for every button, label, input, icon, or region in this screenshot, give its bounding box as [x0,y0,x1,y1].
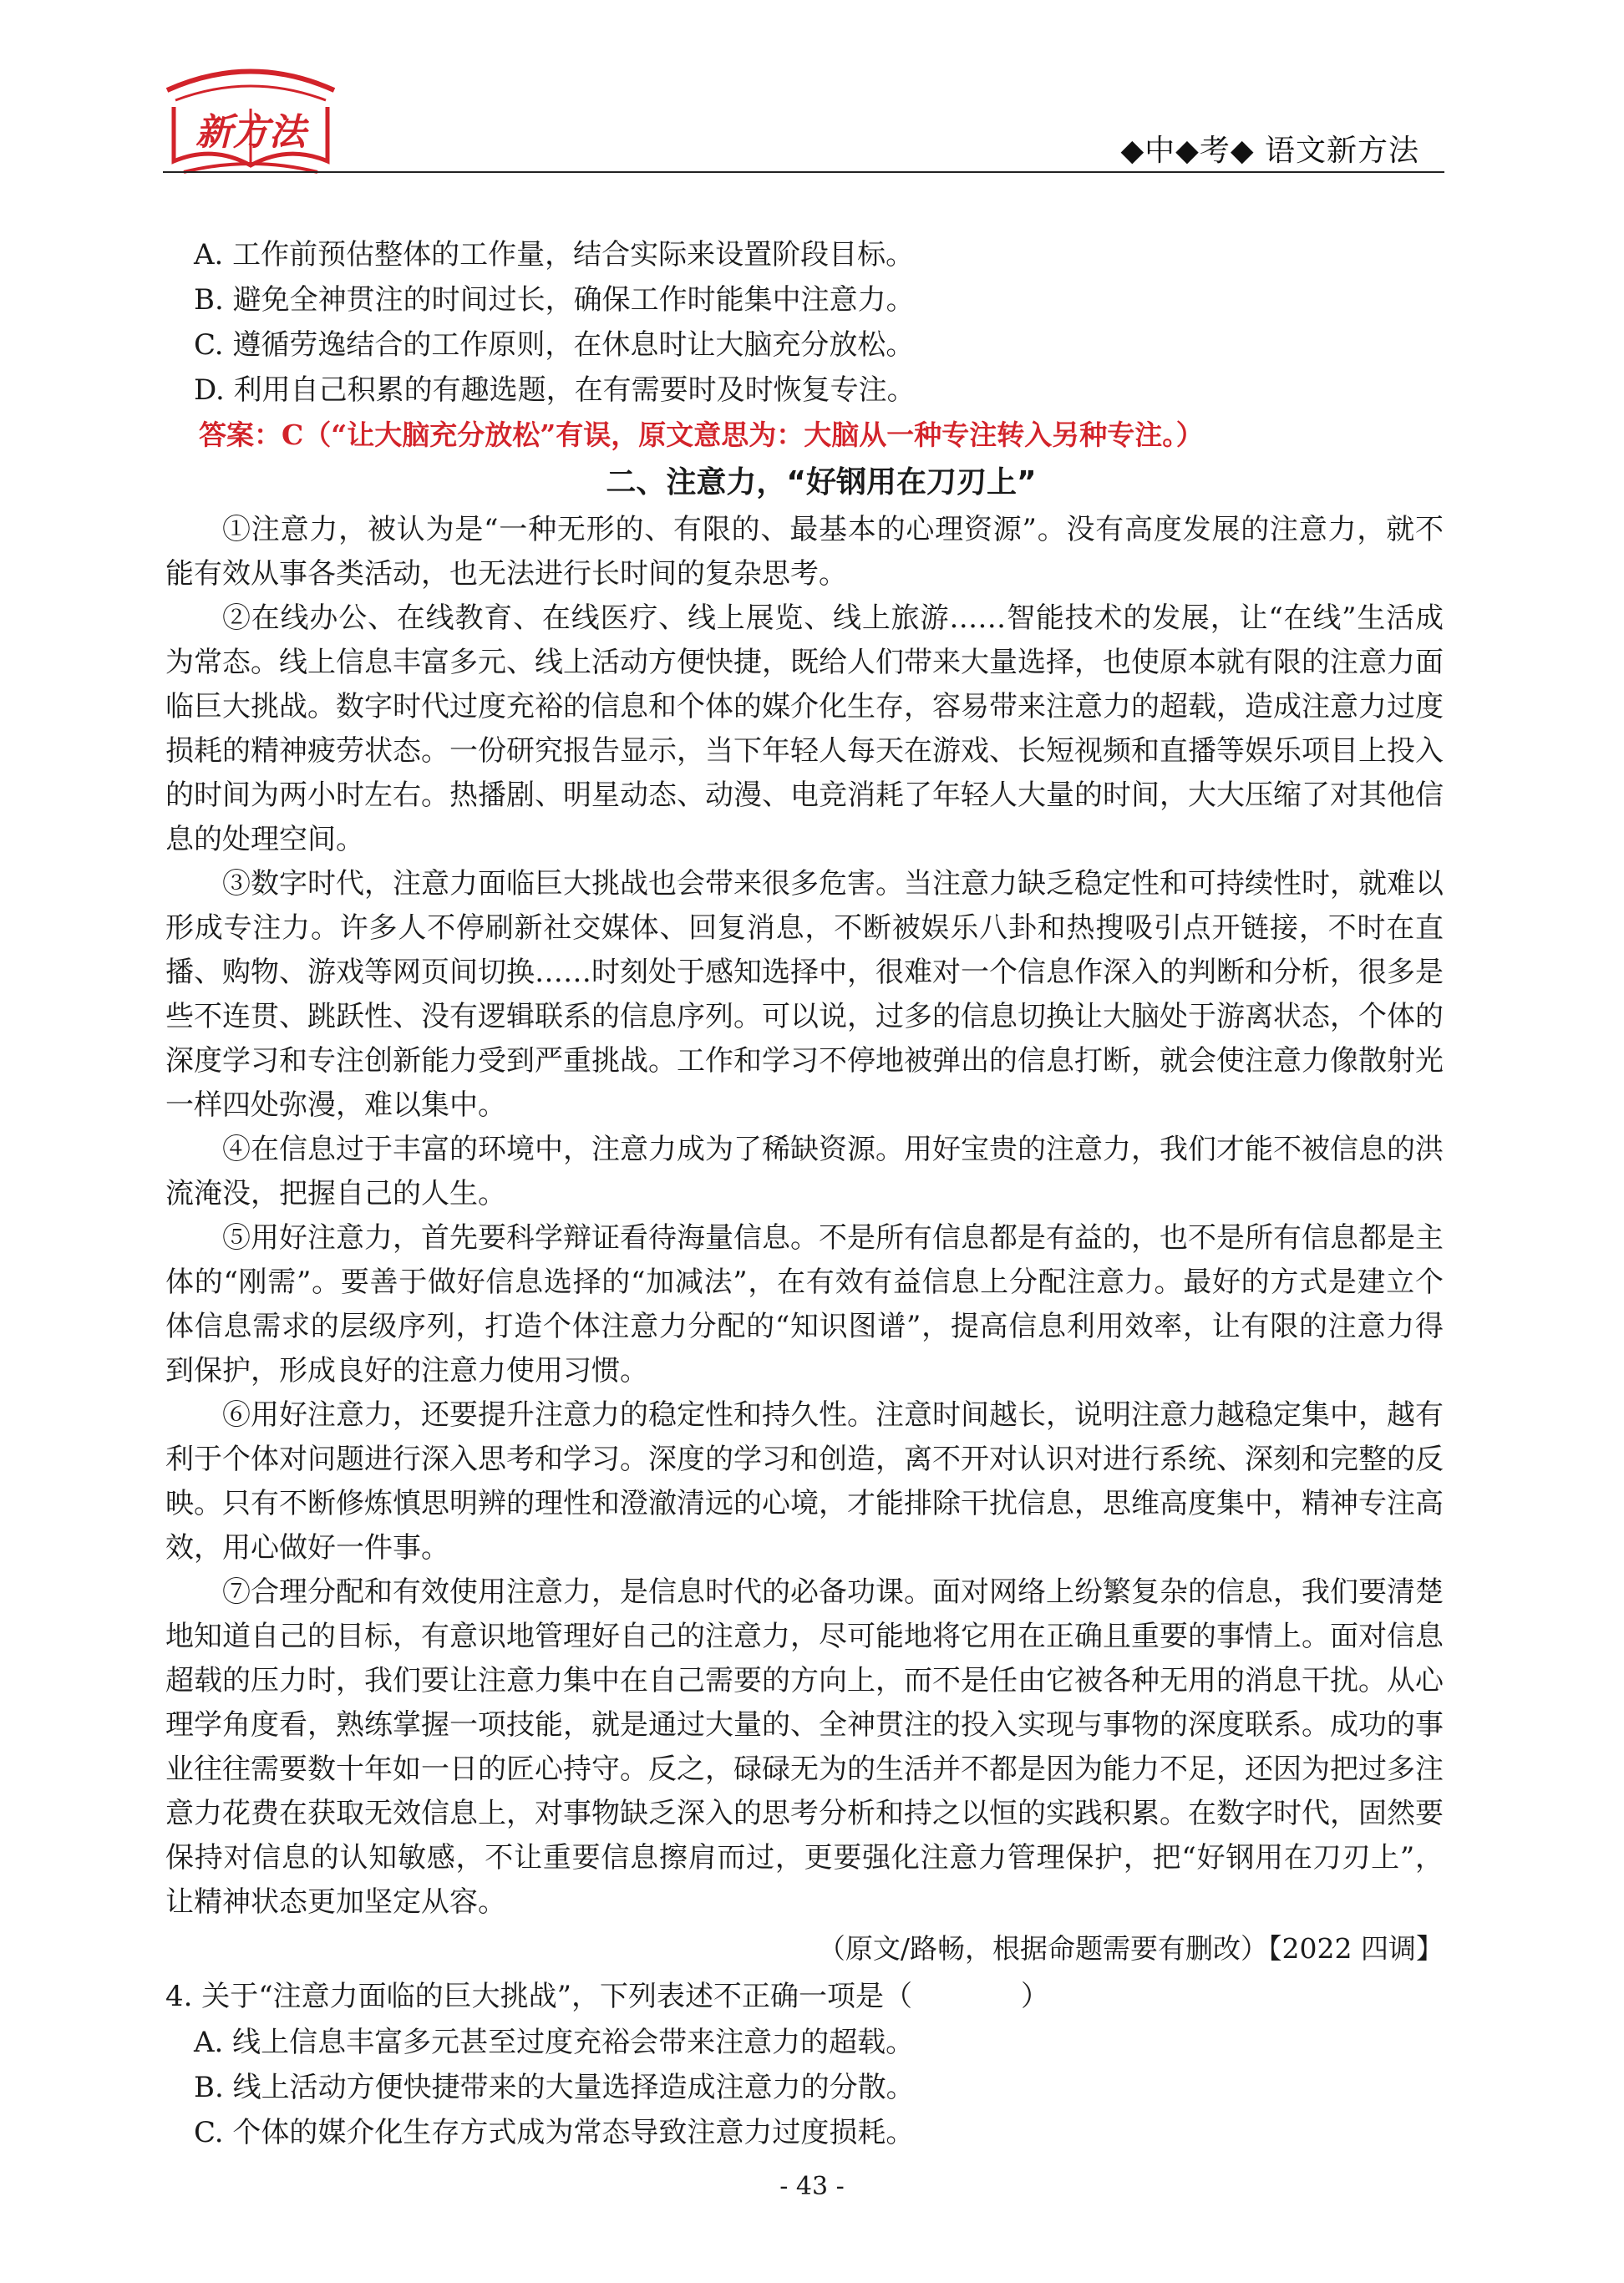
brand-title: ◆中◆考◆ 语文新方法 [1120,134,1419,168]
option-c: C. 遵循劳逸结合的工作原则，在休息时让大脑充分放松。 [194,328,915,362]
paragraph-7: ⑦合理分配和有效使用注意力，是信息时代的必备功课。面对网络上纷繁复杂的信息，我们要清楚地知道自己的目标，有意识地管理好自己的注意力，尽可能地将它用在正确且重要的事情上。面对信息超载的压力时，我们要让注意力集中在自己需要的方向上，而不是任由它被各种无用的消息干扰。从心理学角度看，熟练掌握一项技能，就是通过大量的、全神贯注的投入实现与事物的深度联系。成功的事业往往需要数十年如一日的匠心持守。反之，碌碌无为的生活并不都是因为能力不足，还因为把过多注意力花费在获取无效信息上，对事物缺乏深入的思考分析和持之以恒的实践积累。在数字时代，固然要保持对信息的认知敏感，不让重要信息擦肩而过，更要强化注意力管理保护，把“好钢用在刀刃上”，让精神状态更加坚定从容。 [165,1575,1444,1919]
paragraph-1: ①注意力，被认为是“一种无形的、有限的、最基本的心理资源”。没有高度发展的注意力，就不能有效从事各类活动，也无法进行长时间的复杂思考。 [165,513,1444,591]
question-4 [165,1973,1444,2020]
source-citation: （原文/路畅，根据命题需要有删改）【2022 四调】 [817,1932,1444,1965]
question-option-b: B. 线上活动方便快捷带来的大量选择造成注意力的分散。 [194,2071,915,2104]
answer-line: 答案：C（“让大脑充分放松”有误，原文意思为：大脑从一种专注转入另种专注。） [199,419,1204,451]
paragraph-2: ②在线办公、在线教育、在线医疗、线上展览、线上旅游……智能技术的发展，让“在线”生活成为常态。线上信息丰富多元、线上活动方便快捷，既给人们带来大量选择，也使原本就有限的注意力面临巨大挑战。数字时代过度充裕的信息和个体的媒介化生存，容易带来注意力的超载，造成注意力过度损耗的精神疲劳状态。一份研究报告显示，当下年轻人每天在游戏、长短视频和直播等娱乐项目上投入的时间为两小时左右。热播剧、明星动态、动漫、电竞消耗了年轻人大量的时间，大大压缩了对其他信息的处理空间。 [165,601,1444,856]
header-divider [163,171,1444,173]
question-stem-end: ） [1021,1980,1050,2013]
question-option-c: C. 个体的媒介化生存方式成为常态导致注意力过度损耗。 [194,2116,915,2149]
option-b: B. 避免全神贯注的时间过长，确保工作时能集中注意力。 [194,283,915,317]
paragraph-4: ④在信息过于丰富的环境中，注意力成为了稀缺资源。用好宝贵的注意力，我们才能不被信息的洪流淹没，把握自己的人生。 [165,1133,1444,1210]
section-title: 二、注意力，“好钢用在刀刃上” [606,465,1037,500]
option-d: D. 利用自己积累的有趣选题，在有需要时及时恢复专注。 [194,373,916,407]
logo [150,57,351,182]
paragraph-5: ⑤用好注意力，首先要科学辩证看待海量信息。不是所有信息都是有益的，也不是所有信息都是主体的“刚需”。要善于做好信息选择的“加减法”，在有效有益信息上分配注意力。最好的方式是建立个体信息需求的层级序列，打造个体注意力分配的“知识图谱”，提高信息利用效率，让有限的注意力得到保护，形成良好的注意力使用习惯。 [165,1221,1444,1388]
page-number: - 43 - [779,2172,845,2201]
paragraph-3: ③数字时代，注意力面临巨大挑战也会带来很多危害。当注意力缺乏稳定性和可持续性时，就难以形成专注力。许多人不停刷新社交媒体、回复消息，不断被娱乐八卦和热搜吸引点开链接，不时在直播、购物、游戏等网页间切换……时刻处于感知选择中，很难对一个信息作深入的判断和分析，很多是些不连贯、跳跃性、没有逻辑联系的信息序列。可以说，过多的信息切换让大脑处于游离状态，个体的深度学习和专注创新能力受到严重挑战。工作和学习不停地被弹出的信息打断，就会使注意力像散射光一样四处弥漫，难以集中。 [165,867,1444,1122]
logo-text: 新方法 [195,111,306,154]
paragraph-6: ⑥用好注意力，还要提升注意力的稳定性和持久性。注意时间越长，说明注意力越稳定集中，越有利于个体对问题进行深入思考和学习。深度的学习和创造，离不开对认识对进行系统、深刻和完整的反映。只有不断修炼慎思明辨的理性和澄澈清远的心境，才能排除干扰信息，思维高度集中，精神专注高效，用心做好一件事。 [165,1398,1444,1565]
question-stem: 4. 关于“注意力面临的巨大挑战”，下列表述不正确一项是（ [165,1980,913,2013]
content [165,232,1444,2155]
option-a: A. 工作前预估整体的工作量，结合实际来设置阶段目标。 [194,238,915,271]
question-option-a: A. 线上信息丰富多元甚至过度充裕会带来注意力的超载。 [194,2026,915,2059]
